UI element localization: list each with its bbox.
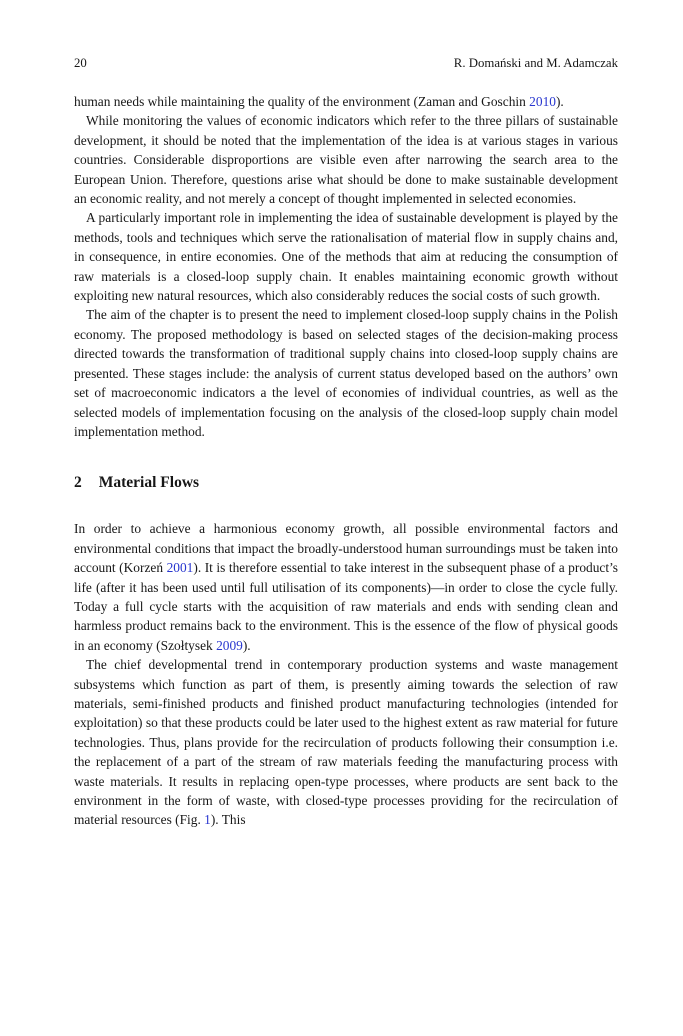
citation-link[interactable]: 2010 [529,94,556,109]
paragraph [74,305,618,441]
paragraph [74,655,618,830]
paragraph [74,208,618,305]
text-run: ). [555,94,564,109]
text-run: ). It is therefore essential to take interest in the subsequent phase of a product’s life (after it has been used until full utilisation of its components)—in order to close the cycle fully. Today a full cycle starts with the acquisition of raw materials and ends with sending clean and harmless product remains back to the environment. This is the essence of the flow of physical goods in an economy (Szołtysek [74,560,619,653]
text-run: ). [242,637,251,653]
text-run: A particularly important role in implementing the idea of sustainable development is played by the methods, tools and techniques which serve the rationalisation of material flow in supply chains and, in consequence, in entire economies. One of the methods that aim at reducing the consumption of raw materials is a closed-loop supply chain. It enables maintaining economic growth without exploiting new natural resources, which also considerably reduces the social costs of such growth. [74,210,618,304]
paragraph [74,519,618,655]
citation-link[interactable]: 2001 [166,560,194,576]
text-run: human needs while maintaining the quality of the environment (Zaman and Goschin [74,94,530,109]
text-run: In order to achieve a harmonious economy growth, all possible environmental factors and environmental conditions that impact the broadly-understood human surroundings must be taken into account (Korzeń [74,521,618,576]
text-run: The chief developmental trend in contemporary production systems and waste management subsystems which function as part of them, is presently aiming towards the selection of raw materials, semi-finished products and finished product manufacturing technologies (intended for exploitation) so that these products could be later used to the highest extent as raw material for future technologies. Thus, plans provide for the recirculation of products following their consumption i.e. the replacement of a part of the stream of raw materials feeding the manufacturing process with waste materials. It results in replacing open-type processes, where products are sent back to the environment in the form of waste, with closed-type processes providing for the recirculation of material resources (Fig. [74,657,618,828]
citation-link[interactable]: 1 [204,812,211,828]
text-run: ). This [210,812,246,828]
citation-link[interactable]: 2009 [216,637,243,653]
section-heading [74,473,618,493]
paragraph [74,92,618,111]
paragraph [74,111,618,208]
text-run: The aim of the chapter is to present the need to implement closed-loop supply chains in the Polish economy. The proposed methodology is based on selected stages of the decision-making process directed towards the transformation of traditional supply chains into closed-loop supply chains are presented. These stages include: the analysis of current status developed based on the authors’ own set of macroeconomic indicators a the level of economies of individual countries, as well as the selected models of implementation focusing on the analysis of the closed-loop supply chain model implementation method. [74,307,618,439]
section-title: Material Flows [98,474,200,492]
section-number: 2 [74,474,82,492]
running-title: R. Domański and M. Adamczak [453,56,618,70]
page-number: 20 [74,56,87,70]
page-header [74,56,618,70]
text-run: While monitoring the values of economic indicators which refer to the three pillars of sustainable development, it should be noted that the implementation of the idea is at various stages in various countries. Considerable disproportions are visible even after narrowing the search area to the European Union. Therefore, questions arise what should be done to make sustainable development an economic reality, and not merely a concept of thought implemented in selected economies. [74,113,618,207]
page-body [74,92,618,830]
